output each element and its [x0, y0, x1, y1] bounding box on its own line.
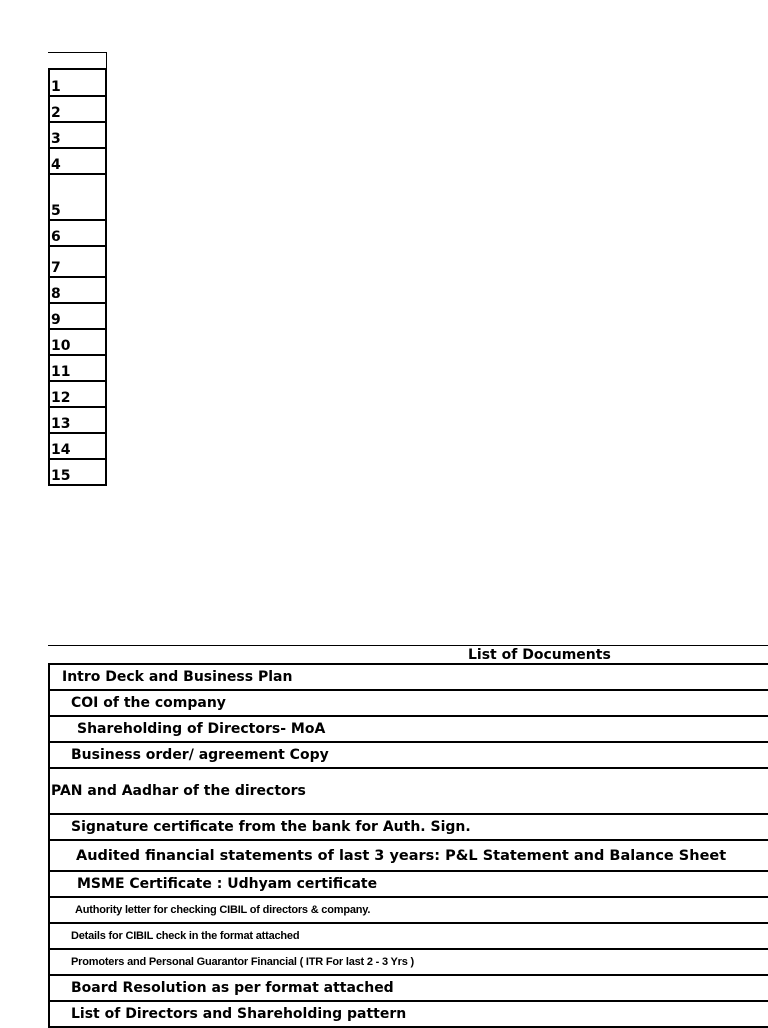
document-row: Intro Deck and Business Plan — [48, 665, 768, 691]
document-row: Business order/ agreement Copy — [48, 743, 768, 769]
serial-number-header — [48, 52, 107, 70]
document-row: COI of the company — [48, 691, 768, 717]
serial-number-cell: 6 — [48, 221, 107, 247]
document-row: MSME Certificate : Udhyam certificate — [48, 872, 768, 898]
document-row: PAN and Aadhar of the directors — [48, 769, 768, 815]
serial-number-cell: 5 — [48, 175, 107, 221]
serial-number-cell: 14 — [48, 434, 107, 460]
serial-number-cell: 11 — [48, 356, 107, 382]
document-row: Board Resolution as per format attached — [48, 976, 768, 1002]
serial-number-cell: 15 — [48, 460, 107, 486]
document-row: Promoters and Personal Guarantor Financial ( ITR For last 2 - 3 Yrs ) — [48, 950, 768, 976]
serial-number-cell: 13 — [48, 408, 107, 434]
serial-number-column — [48, 52, 107, 486]
document-row: Shareholding of Directors- MoA — [48, 717, 768, 743]
document-row: Audited financial statements of last 3 years: P&L Statement and Balance Sheet — [48, 841, 768, 872]
serial-number-cell: 8 — [48, 278, 107, 304]
document-row: Signature certificate from the bank for Auth. Sign. — [48, 815, 768, 841]
document-row: List of Directors and Shareholding pattern — [48, 1002, 768, 1028]
documents-title: List of Documents — [48, 645, 768, 665]
document-row: Details for CIBIL check in the format attached — [48, 924, 768, 950]
serial-number-cell: 4 — [48, 149, 107, 175]
serial-number-cell: 10 — [48, 330, 107, 356]
serial-number-cell: 1 — [48, 70, 107, 97]
serial-number-cell: 2 — [48, 97, 107, 123]
document-row: Authority letter for checking CIBIL of directors & company. — [48, 898, 768, 924]
serial-number-cell: 3 — [48, 123, 107, 149]
serial-number-cell: 7 — [48, 247, 107, 278]
documents-table — [48, 645, 768, 1028]
serial-number-cell: 9 — [48, 304, 107, 330]
serial-number-cell: 12 — [48, 382, 107, 408]
